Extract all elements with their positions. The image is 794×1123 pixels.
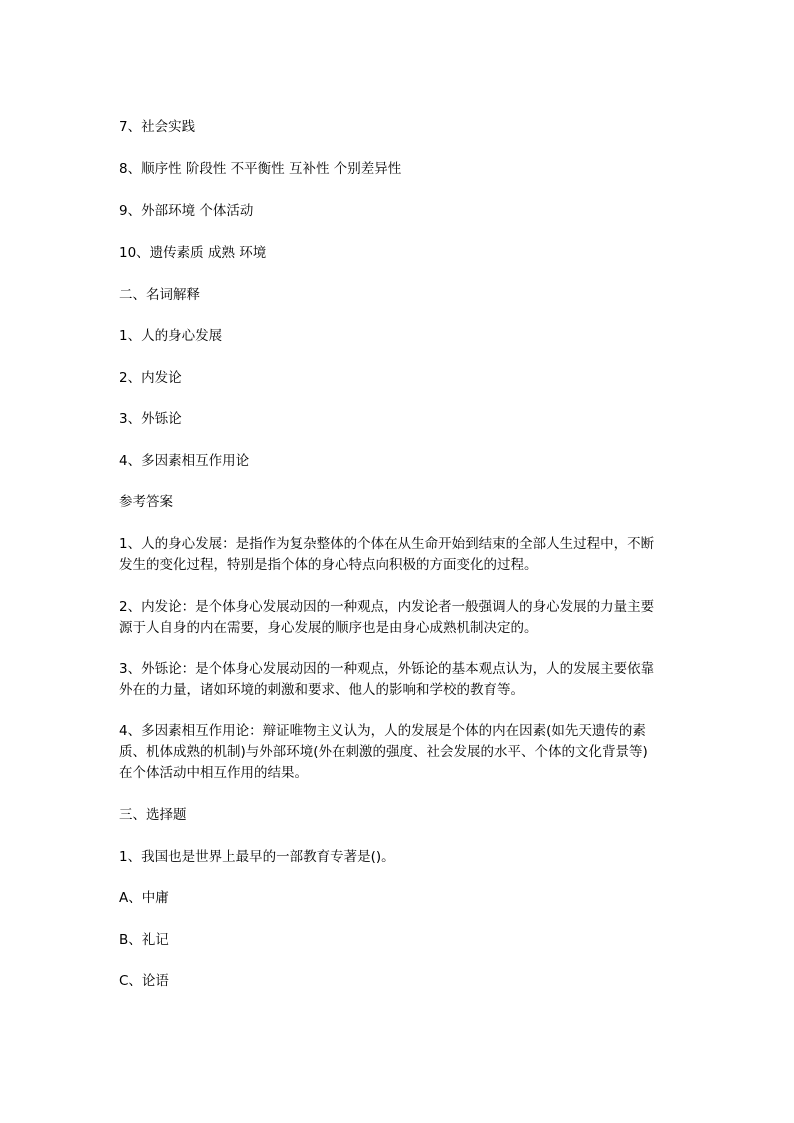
answer-paragraph-1 — [119, 534, 679, 576]
answer-heading: 参考答案 — [119, 494, 173, 510]
answer-2-line-1: 2、内发论：是个体身心发展动因的一种观点，内发论者一般强调人的身心发展的力量主要 — [119, 599, 655, 615]
answer-4-line-3: 在个体活动中相互作用的结果。 — [119, 765, 308, 781]
fill-blank-answer-9: 9、外部环境 个体活动 — [119, 203, 254, 219]
section-heading-term-definitions: 二、名词解释 — [119, 287, 200, 303]
fill-blank-answer-7: 7、社会实践 — [119, 119, 196, 135]
answer-1-line-1: 1、人的身心发展：是指作为复杂整体的个体在从生命开始到结束的全部人生过程中，不断 — [119, 536, 655, 552]
fill-blank-answer-10: 10、遗传素质 成熟 环境 — [119, 245, 267, 261]
answer-4-line-2: 质、机体成熟的机制)与外部环境(外在刺激的强度、社会发展的水平、个体的文化背景等) — [119, 744, 648, 760]
answer-3-line-2: 外在的力量，诸如环境的刺激和要求、他人的影响和学校的教育等。 — [119, 682, 524, 698]
section-heading-multiple-choice: 三、选择题 — [119, 807, 187, 823]
answer-paragraph-2 — [119, 597, 679, 639]
fill-blank-answer-8: 8、顺序性 阶段性 不平衡性 互补性 个别差异性 — [119, 161, 402, 177]
question-1: 1、我国也是世界上最早的一部教育专著是()。 — [119, 849, 395, 865]
answer-paragraph-3 — [119, 659, 679, 701]
term-item-2: 2、内发论 — [119, 370, 182, 386]
answer-1-line-2: 发生的变化过程，特别是指个体的身心特点向积极的方面变化的过程。 — [119, 557, 538, 573]
answer-4-line-1: 4、多因素相互作用论：辩证唯物主义认为，人的发展是个体的内在因素(如先天遗传的素 — [119, 723, 646, 739]
answer-3-line-1: 3、外铄论：是个体身心发展动因的一种观点，外铄论的基本观点认为，人的发展主要依靠 — [119, 661, 655, 677]
term-item-1: 1、人的身心发展 — [119, 328, 223, 344]
option-c: C、论语 — [119, 973, 169, 989]
answer-paragraph-4 — [119, 721, 679, 784]
term-item-3: 3、外铄论 — [119, 411, 182, 427]
term-item-4: 4、多因素相互作用论 — [119, 453, 250, 469]
answer-2-line-2: 源于人自身的内在需要，身心发展的顺序也是由身心成熟机制决定的。 — [119, 620, 538, 636]
option-b: B、礼记 — [119, 932, 169, 948]
option-a: A、中庸 — [119, 890, 169, 906]
